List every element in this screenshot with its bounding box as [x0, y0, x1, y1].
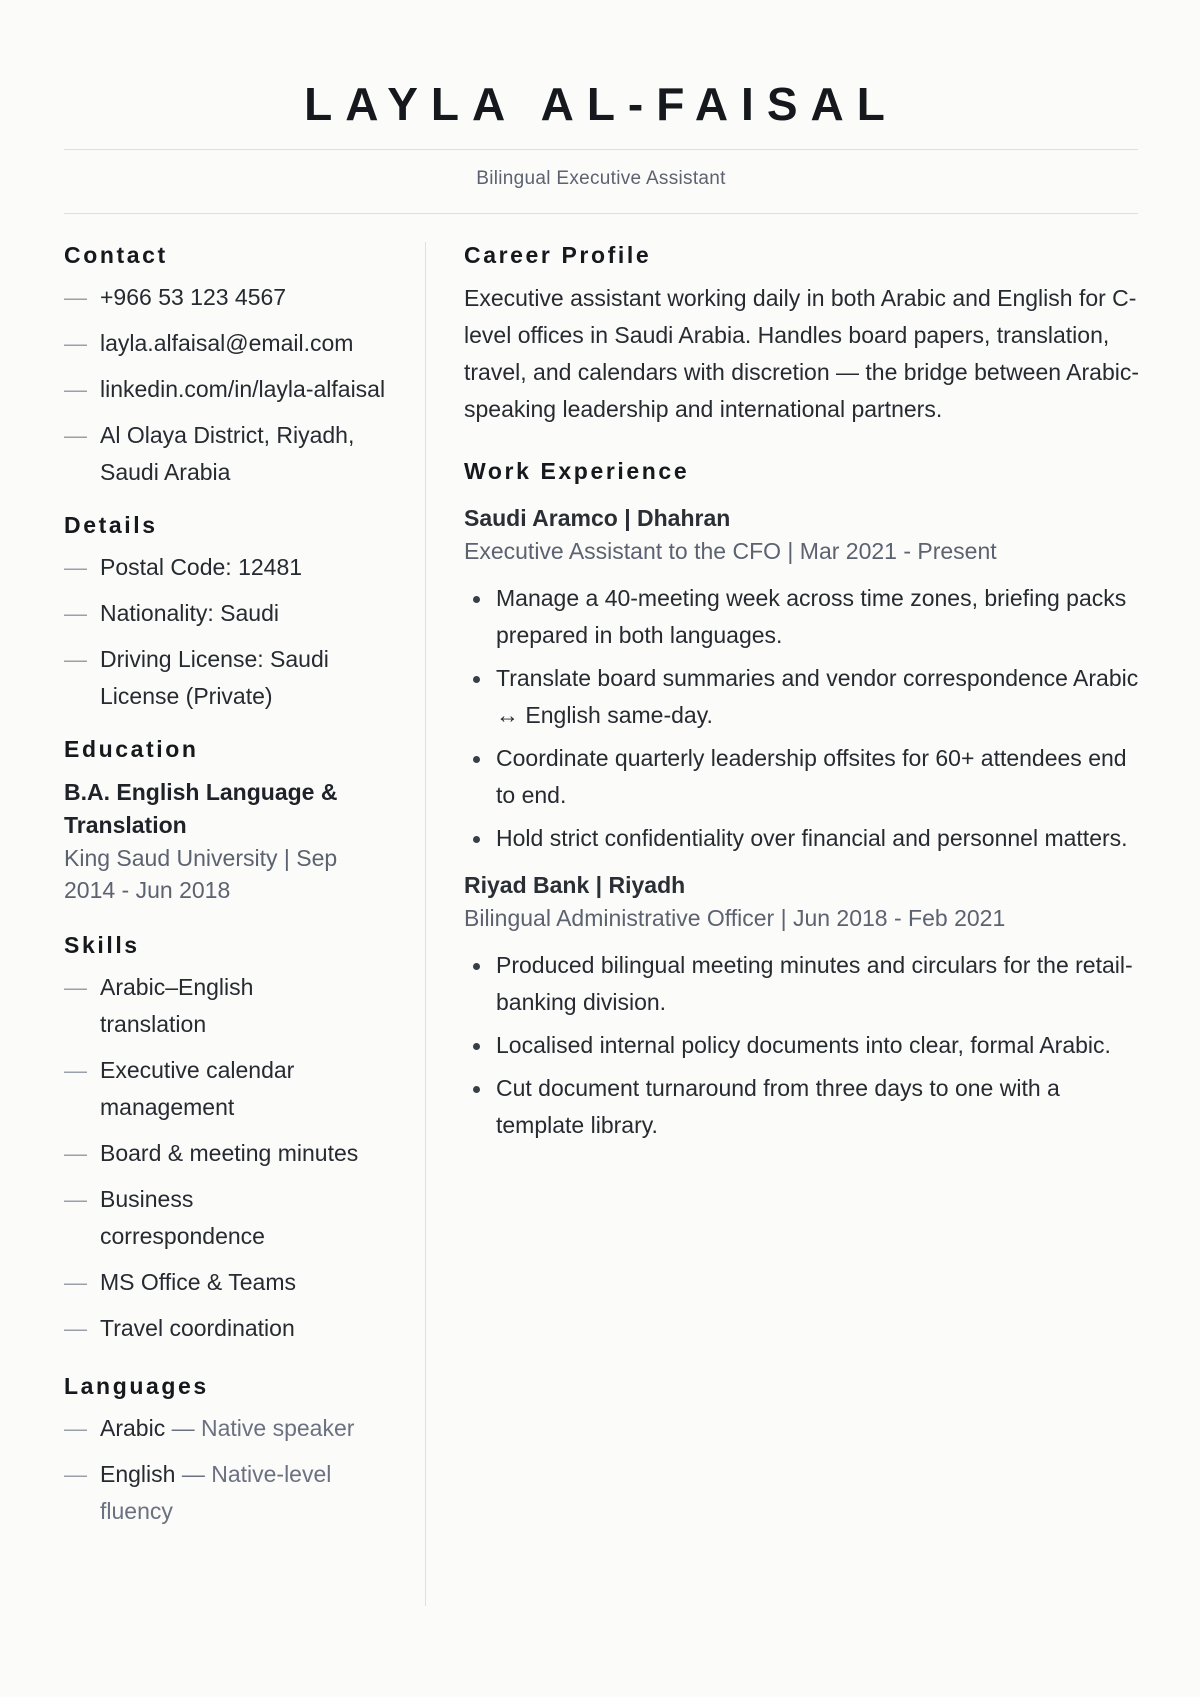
contact-heading: Contact — [64, 242, 168, 268]
dash-marker: — — [64, 554, 87, 580]
job-bullet — [464, 1070, 1140, 1144]
skills-section — [64, 928, 394, 1347]
language-item — [64, 1456, 394, 1530]
detail-nationality-text: Nationality: Saudi — [100, 600, 279, 626]
dash-marker: — — [64, 1140, 87, 1166]
sidebar-column — [64, 238, 394, 1547]
bullet-dot-icon — [473, 596, 480, 603]
bullet-dot-icon — [473, 676, 480, 683]
dash-marker: — — [64, 974, 87, 1000]
language-item — [64, 1410, 394, 1447]
skills-heading: Skills — [64, 932, 140, 958]
language-separator: — — [165, 1415, 201, 1441]
job-bullet-text: Manage a 40-meeting week across time zones, briefing packs prepared in both languages. — [496, 585, 1127, 648]
dash-marker: — — [64, 1415, 87, 1441]
education-degree: B.A. English Language & Translation — [64, 779, 338, 838]
contact-email[interactable] — [64, 325, 394, 362]
dash-marker: — — [64, 1057, 87, 1083]
language-name: Arabic — [100, 1415, 166, 1441]
skill-item — [64, 1264, 394, 1301]
bullet-dot-icon — [473, 963, 480, 970]
dash-marker: — — [64, 376, 87, 402]
skill-item — [64, 969, 394, 1043]
skill-item-text: Travel coordination — [100, 1315, 295, 1341]
education-section — [64, 732, 394, 906]
contact-list — [64, 279, 394, 491]
dash-marker: — — [64, 284, 87, 310]
contact-address-text: Al Olaya District, Riyadh, Saudi Arabia — [100, 422, 355, 485]
job-bullet — [464, 1027, 1140, 1064]
languages-list — [64, 1410, 394, 1530]
detail-postal-code-text: Postal Code: 12481 — [100, 554, 303, 580]
job-bullet-text: Translate board summaries and vendor correspondence Arabic ↔ English same-day. — [496, 665, 1139, 728]
languages-heading: Languages — [64, 1373, 209, 1399]
contact-phone — [64, 279, 394, 316]
bullet-dot-icon — [473, 1086, 480, 1093]
details-heading: Details — [64, 512, 158, 538]
career-profile-text: Executive assistant working daily in both Arabic and English for C-level offices in Saudi Arabia. Handles board papers, translation, travel, and calendars with discretion — the bridge between Arabic-speaking leadership and international partners. — [464, 285, 1140, 422]
contact-section — [64, 238, 394, 491]
job-bullet-text: Localised internal policy documents into clear, formal Arabic. — [496, 1032, 1111, 1058]
job-bullet — [464, 740, 1140, 814]
dash-marker: — — [64, 646, 87, 672]
bullet-dot-icon — [473, 836, 480, 843]
header-bottom-rule — [64, 213, 1138, 214]
skill-item-text: Business correspondence — [100, 1186, 265, 1249]
career-profile-section — [464, 238, 1140, 428]
education-institution: King Saud University | Sep 2014 - Jun 2018 — [64, 845, 338, 903]
column-divider — [425, 242, 426, 1606]
contact-address — [64, 417, 394, 491]
dash-marker: — — [64, 330, 87, 356]
contact-email-text[interactable]: layla.alfaisal@email.com — [100, 330, 354, 356]
language-level: Native speaker — [200, 1415, 355, 1441]
skill-item-text: Executive calendar management — [100, 1057, 295, 1120]
job-company: Riyad Bank | Riyadh — [464, 872, 686, 898]
job-bullet — [464, 660, 1140, 734]
languages-section — [64, 1369, 394, 1530]
language-separator: — — [175, 1461, 212, 1487]
header-top-rule — [64, 149, 1138, 150]
skill-item-text: MS Office & Teams — [100, 1269, 296, 1295]
contact-linkedin[interactable] — [64, 371, 394, 408]
skill-item — [64, 1310, 394, 1347]
bullet-dot-icon — [473, 1043, 480, 1050]
dash-marker: — — [64, 1186, 87, 1212]
language-level: Native-level fluency — [100, 1461, 332, 1524]
work-experience-heading: Work Experience — [464, 458, 690, 484]
detail-driving-license — [64, 641, 394, 715]
contact-phone-text: +966 53 123 4567 — [100, 284, 287, 310]
details-list — [64, 549, 394, 715]
job-company: Saudi Aramco | Dhahran — [464, 505, 731, 531]
skill-item — [64, 1052, 394, 1126]
detail-postal-code — [64, 549, 394, 586]
job-bullet — [464, 580, 1140, 654]
job-bullet-text: Hold strict confidentiality over financial and personnel matters. — [496, 825, 1128, 851]
job-entry — [464, 869, 1140, 1144]
job-entry — [464, 502, 1140, 857]
skill-item — [64, 1135, 394, 1172]
language-name: English — [100, 1461, 176, 1487]
dash-marker: — — [64, 1315, 87, 1341]
contact-linkedin-text[interactable]: linkedin.com/in/layla-alfaisal — [100, 376, 386, 402]
skills-list — [64, 969, 394, 1347]
job-bullets — [464, 580, 1140, 857]
work-experience-section — [464, 454, 1140, 1144]
job-bullet-text: Cut document turnaround from three days to one with a template library. — [496, 1075, 1060, 1138]
career-profile-heading: Career Profile — [464, 242, 652, 268]
dash-marker: — — [64, 422, 87, 448]
candidate-name: LAYLA AL-FAISAL — [304, 78, 898, 130]
detail-driving-license-text: Driving License: Saudi License (Private) — [100, 646, 329, 709]
dash-marker: — — [64, 1269, 87, 1295]
job-title: Bilingual Executive Assistant — [476, 168, 726, 189]
details-section — [64, 508, 394, 715]
skill-item — [64, 1181, 394, 1255]
skill-item-text: Arabic–English translation — [100, 974, 254, 1037]
job-bullet — [464, 947, 1140, 1021]
job-bullet — [464, 820, 1140, 857]
education-heading: Education — [64, 736, 199, 762]
main-column — [464, 238, 1140, 1150]
job-role: Bilingual Administrative Officer | Jun 2018 - Feb 2021 — [464, 905, 1006, 931]
job-bullets — [464, 947, 1140, 1144]
detail-nationality — [64, 595, 394, 632]
job-bullet-text: Coordinate quarterly leadership offsites for 60+ attendees end to end. — [496, 745, 1127, 808]
dash-marker: — — [64, 1461, 87, 1487]
job-bullet-text: Produced bilingual meeting minutes and circulars for the retail-banking division. — [496, 952, 1133, 1015]
dash-marker: — — [64, 600, 87, 626]
bullet-dot-icon — [473, 756, 480, 763]
skill-item-text: Board & meeting minutes — [100, 1140, 359, 1166]
job-role: Executive Assistant to the CFO | Mar 2021 - Present — [464, 538, 997, 564]
